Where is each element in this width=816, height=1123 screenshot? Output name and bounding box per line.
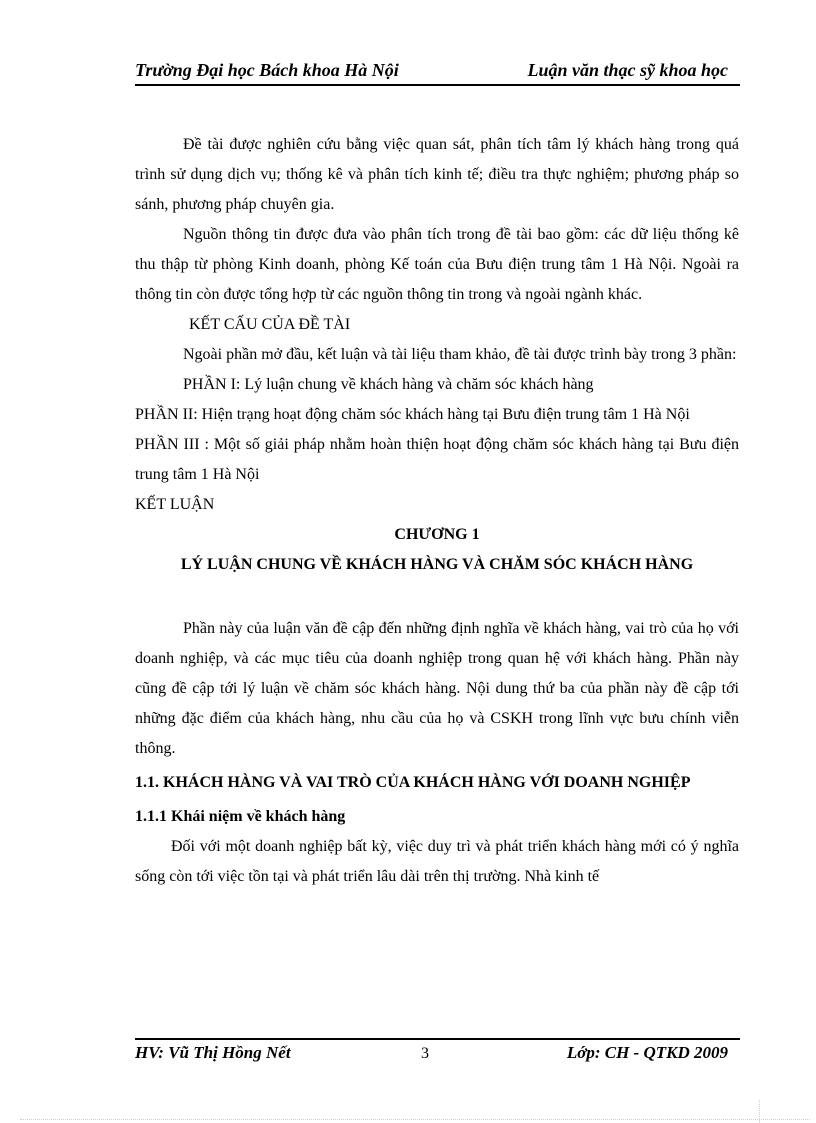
footer-rule <box>135 1038 740 1040</box>
page-number: 3 <box>421 1045 429 1062</box>
part-3-item: PHẦN III : Một số giải pháp nhằm hoàn thiện hoạt động chăm sóc khách hàng tại Bưu điện trung tâm 1 Hà Nội <box>135 436 739 483</box>
header-university: Trường Đại học Bách khoa Hà Nội <box>135 60 399 80</box>
footer-class: Lớp: CH - QTKD 2009 <box>566 1043 728 1062</box>
conclusion-item: KẾT LUẬN <box>135 496 215 513</box>
page-footer <box>135 1043 740 1067</box>
structure-heading: KẾT CẤU CỦA ĐỀ TÀI <box>189 316 351 333</box>
chapter-label: CHƯƠNG 1 <box>394 526 480 543</box>
paragraph-structure-intro: Ngoài phần mở đầu, kết luận và tài liệu tham khảo, đề tài được trình bày trong 3 phần: <box>183 346 737 363</box>
footer-author: HV: Vũ Thị Hồng Nết <box>135 1043 291 1062</box>
page-header <box>135 60 740 84</box>
page-boundary-vertical <box>759 1100 760 1123</box>
spacer <box>135 580 739 614</box>
paragraph-info-sources: Nguồn thông tin được đưa vào phân tích trong đề tài bao gồm: các dữ liệu thống kê thu thập từ phòng Kinh doanh, phòng Kế toán của Bưu điện trung tâm 1 Hà Nội. Ngoài ra thông tin còn được tổng hợp từ các nguồn thông tin trong và ngoài ngành khác. <box>135 226 739 303</box>
page-body <box>135 130 739 892</box>
paragraph-research-method: Đề tài được nghiên cứu bằng việc quan sát, phân tích tâm lý khách hàng trong quá trình sử dụng dịch vụ; thống kê và phân tích kinh tế; điều tra thực nghiệm; phương pháp so sánh, phương pháp chuyên gia. <box>135 136 739 213</box>
paragraph-chapter-intro: Phần này của luận văn đề cập đến những định nghĩa về khách hàng, vai trò của họ với doanh nghiệp, và các mục tiêu của doanh nghiệp trong quan hệ với khách hàng. Phần này cũng đề cập tới lý luận về chăm sóc khách hàng. Nội dung thứ ba của phần này đề cập tới những đặc điểm của khách hàng, nhu cầu của họ và CSKH trong lĩnh vực bưu chính viễn thông. <box>135 620 739 757</box>
section-heading-1-1: 1.1. KHÁCH HÀNG VÀ VAI TRÒ CỦA KHÁCH HÀNG VỚI DOANH NGHIỆP <box>135 774 691 791</box>
part-2-item: PHẦN II: Hiện trạng hoạt động chăm sóc khách hàng tại Bưu điện trung tâm 1 Hà Nội <box>135 406 690 423</box>
paragraph-customer-concept: Đối với một doanh nghiệp bất kỳ, việc duy trì và phát triển khách hàng mới có ý nghĩa sống còn tới việc tồn tại và phát triển lâu dài trên thị trường. Nhà kinh tế <box>135 838 739 885</box>
chapter-title: LÝ LUẬN CHUNG VỀ KHÁCH HÀNG VÀ CHĂM SÓC KHÁCH HÀNG <box>180 556 694 573</box>
section-heading-1-1-1: 1.1.1 Khái niệm về khách hàng <box>135 808 346 825</box>
header-rule <box>135 84 740 86</box>
page-boundary-horizontal <box>20 1119 810 1120</box>
header-thesis-type: Luận văn thạc sỹ khoa học <box>527 60 728 80</box>
part-1-item: PHẦN I: Lý luận chung về khách hàng và chăm sóc khách hàng <box>183 376 594 393</box>
